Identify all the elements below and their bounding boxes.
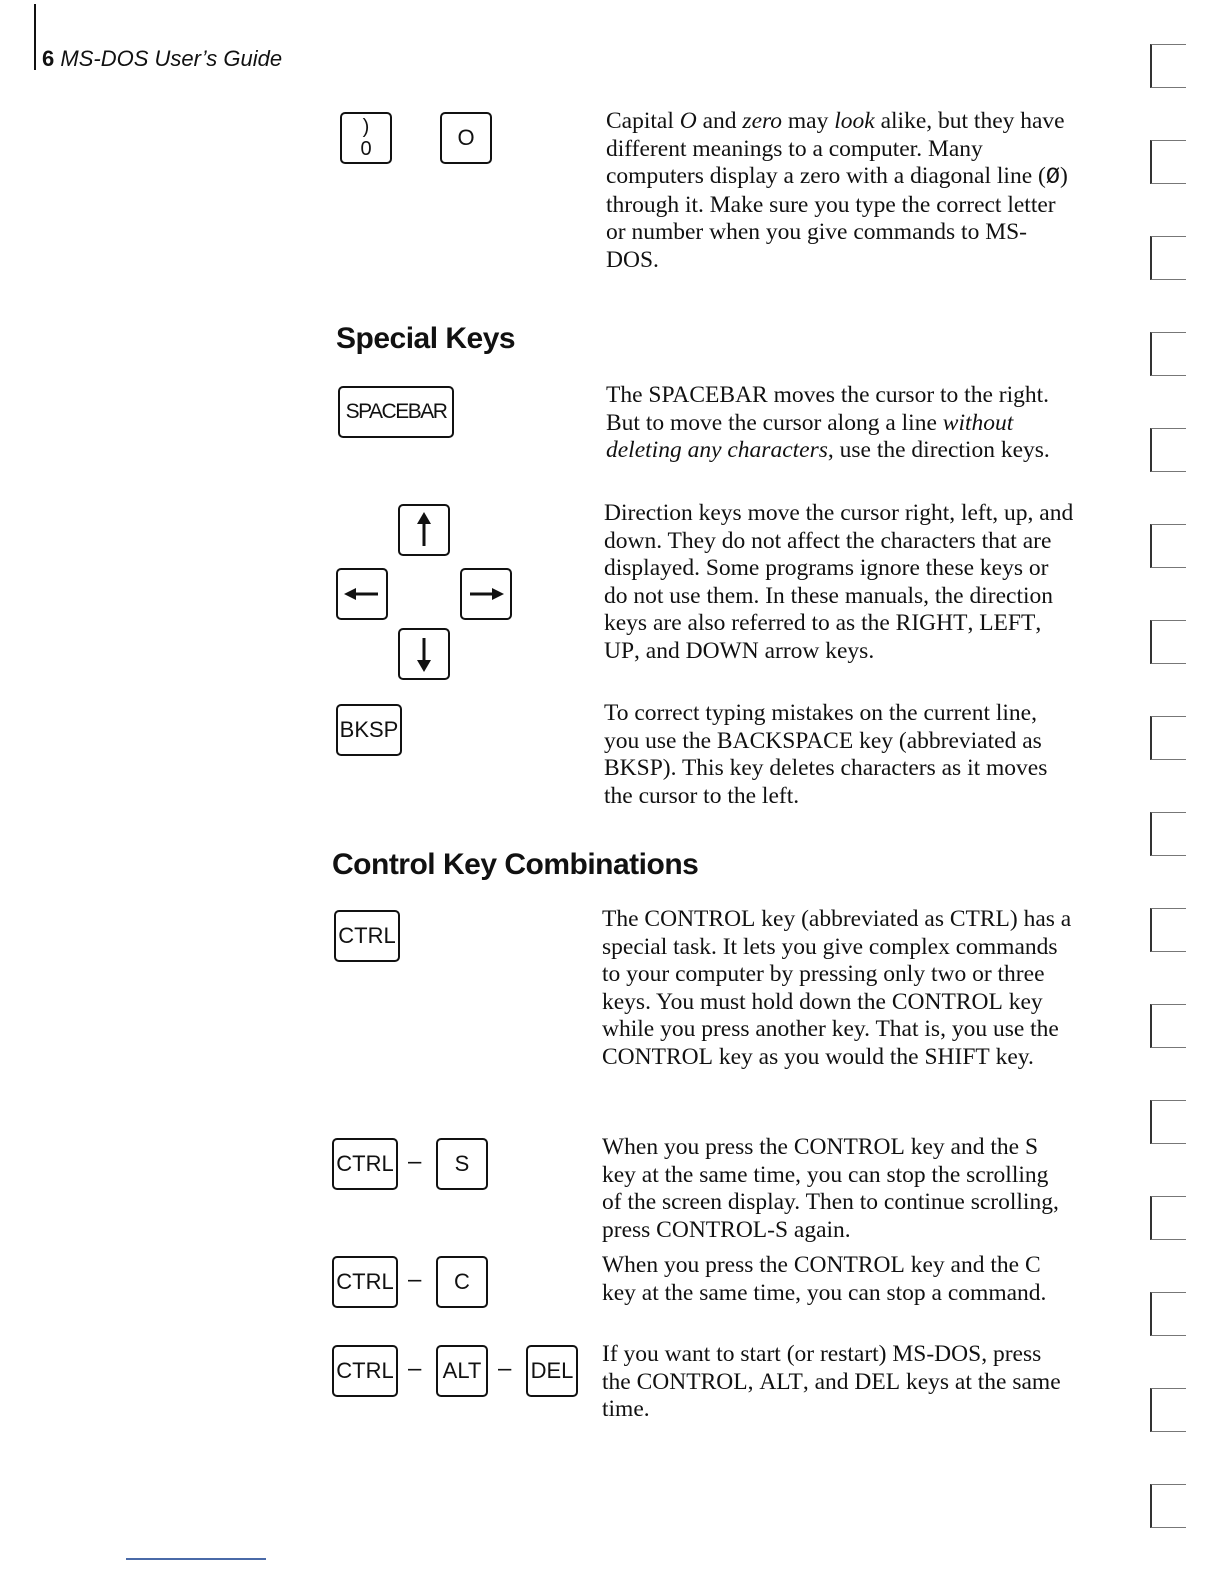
s-key: [436, 1138, 488, 1190]
ctrl-s-ctrl-label: CTRL: [336, 1151, 394, 1176]
margin-tab: [1150, 908, 1186, 952]
margin-tab: [1150, 812, 1186, 856]
control-key-combinations-heading: Control Key Combinations: [332, 848, 699, 881]
ctrl-s-ctrl-key: [332, 1138, 398, 1190]
margin-tab: [1150, 1292, 1186, 1336]
ctrl-c-ctrl-key: [332, 1256, 398, 1308]
ctrl-alt-del-ctrl-key: [332, 1345, 398, 1397]
ctrl-alt-del-paragraph: If you want to start (or restart) MS-DOS, press the CONTROL, ALT, and DEL keys at the same time.: [602, 1341, 1061, 1422]
alt-key-label: ALT: [442, 1358, 482, 1383]
margin-tab: [1150, 44, 1186, 88]
running-header: [42, 46, 282, 72]
ctrl-key: [334, 910, 400, 962]
margin-tab: [1150, 428, 1186, 472]
special-keys-heading: Special Keys: [336, 322, 516, 355]
letter-o-key-label: O: [457, 125, 475, 150]
down-arrow-icon: [414, 636, 434, 672]
ctrl-s-paragraph: When you press the CONTROL key and the S key at the same time, you can stop the scrolling of the screen display. Then to continue scrolling, press CONTROL-S again.: [602, 1134, 1059, 1243]
s-key-label: S: [454, 1151, 470, 1176]
page-number: 6: [42, 46, 55, 71]
ctrl-alt-del-ctrl-label: CTRL: [336, 1358, 394, 1383]
bksp-paragraph: To correct typing mistakes on the current line, you use the BACKSPACE key (abbreviated as BKSP). This key deletes characters as it moves the cursor to the left.: [604, 700, 1048, 809]
margin-tab: [1150, 524, 1186, 568]
bksp-key: [336, 704, 402, 756]
margin-tab: [1150, 1196, 1186, 1240]
margin-tab: [1150, 140, 1186, 184]
left-arrow-icon: [344, 584, 380, 604]
zero-key-top-label: ): [362, 116, 370, 138]
margin-tab: [1150, 620, 1186, 664]
del-key: [526, 1345, 578, 1397]
spacebar-paragraph: The SPACEBAR moves the cursor to the right. But to move the cursor along a line without deleting any characters, use the direction keys.: [606, 382, 1050, 463]
del-key-label: DEL: [530, 1358, 574, 1383]
spacebar-key: [338, 386, 454, 438]
ctrl-c-paragraph: When you press the CONTROL key and the C key at the same time, you can stop a command.: [602, 1252, 1047, 1306]
ctrl-paragraph: The CONTROL key (abbreviated as CTRL) has a special task. It lets you give complex commands to your computer by pressing only two or three keys. You must hold down the CONTROL key while you press another key. That is, you use the CONTROL key as you would the SHIFT key.: [602, 906, 1072, 1070]
ctrl-c-ctrl-label: CTRL: [336, 1269, 394, 1294]
alt-del-dash: –: [498, 1355, 512, 1382]
bksp-key-label: BKSP: [339, 717, 399, 742]
header-rule: [34, 4, 36, 70]
down-arrow-key: [398, 628, 450, 680]
left-arrow-key: [336, 568, 388, 620]
up-arrow-icon: [414, 512, 434, 548]
ctrl-c-dash: –: [408, 1266, 422, 1293]
margin-tab: [1150, 1484, 1186, 1528]
margin-tab: [1150, 716, 1186, 760]
ctrl-key-label: CTRL: [338, 923, 396, 948]
margin-tab: [1150, 1004, 1186, 1048]
letter-o-key: [440, 112, 492, 164]
zero-paragraph: Capital O and zero may look alike, but they have different meanings to a computer. Many computers display a zero with a diagonal line (Ø) through it. Make sure you type the correct letter or number when you give commands to MS-DOS.: [606, 108, 1068, 273]
c-key: [436, 1256, 488, 1308]
margin-tab: [1150, 236, 1186, 280]
ctrl-s-dash: –: [408, 1148, 422, 1175]
book-title: MS-DOS User’s Guide: [60, 46, 283, 71]
c-key-label: C: [454, 1269, 470, 1294]
margin-tab: [1150, 332, 1186, 376]
right-arrow-key: [460, 568, 512, 620]
zero-key: [340, 112, 392, 164]
margin-tab: [1150, 1388, 1186, 1432]
direction-paragraph: Direction keys move the cursor right, left, up, and down. They do not affect the characters that are displayed. Some programs ignore these keys or do not use them. In these manuals, the direction keys are also referred to as the RIGHT, LEFT, UP, and DOWN arrow keys.: [604, 500, 1074, 664]
alt-key: [436, 1345, 488, 1397]
footer-line: [126, 1558, 266, 1560]
spacebar-key-label: SPACEBAR: [345, 400, 447, 423]
ctrl-alt-dash: –: [408, 1355, 422, 1382]
margin-tab: [1150, 1100, 1186, 1144]
zero-key-bottom-label: 0: [360, 138, 372, 160]
right-arrow-icon: [468, 584, 504, 604]
up-arrow-key: [398, 504, 450, 556]
